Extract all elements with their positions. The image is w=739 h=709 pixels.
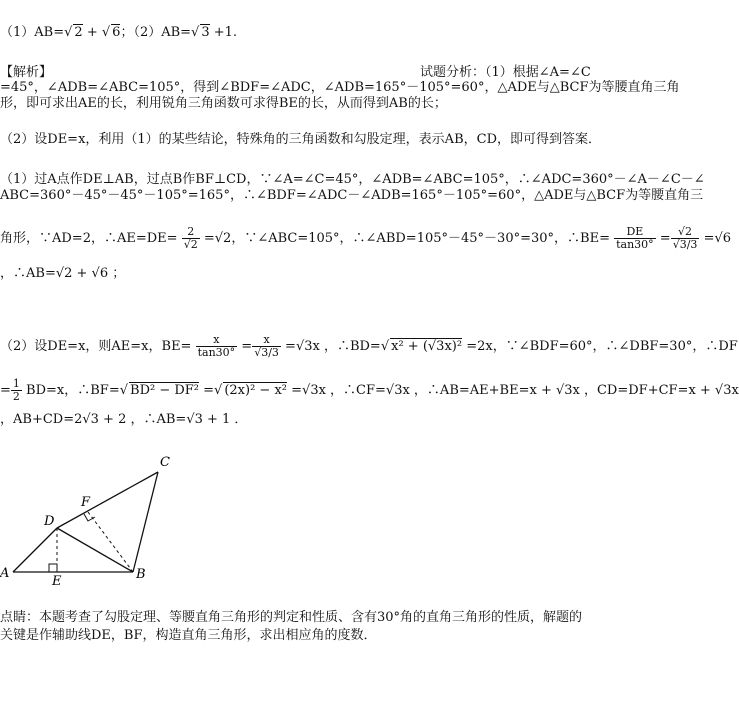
label-b: B [136, 567, 146, 582]
segment-ad [13, 528, 57, 572]
solution1-line-1: （1）过A点作DE⊥AB，过点B作BF⊥CD，∵∠A=∠C=45°，∠ADB=∠ABC=105°，∴∠ADC=360°－∠A－∠C－∠ [0, 172, 705, 187]
label-a: A [0, 566, 10, 581]
solution2-line-2a: BD=x，∴BF= [26, 383, 120, 398]
analysis-line-4: （2）设DE=x，利用（1）的某些结论，特殊角的三角函数和勾股定理，表示AB，CD，即可得到答案． [0, 132, 601, 147]
analysis-intro: 试题分析：（1）根据∠A=∠C [420, 65, 591, 80]
answer-radicand-3: 3 [201, 25, 210, 40]
answer-part1-prefix: （1）AB= [0, 25, 65, 40]
bf-radicand-1: BD² − DF² [130, 383, 200, 398]
fraction-one-half: $\frac{1}{2}$ [12, 377, 20, 403]
fraction-x-over-root3-3: $\frac{x}{√3/3}$ [254, 333, 279, 359]
label-e: E [52, 574, 62, 589]
solution2-line-2: = $\frac{1}{2}$ BD=x，∴BF=√ BD² − DF² =√ (2x)² − x² =√3x ，∴CF=√3x ，∴AB=AE+BE=x + √3x ，CD=DF+CF=x + √3x [0, 377, 739, 403]
answer-radicand-2: 6 [112, 25, 121, 40]
solution2-line-1: （2）设DE=x，则AE=x，BE= $\frac{x}{\tan 30^\circ}$ = $\frac{x}{√3/3}$ =√3x ，∴BD=√ x² + (√3x)² =2x，∵∠BDF=60°，∴∠DBF=30°，∴DF [0, 333, 738, 359]
analysis-line-2: =45°，∠ADB=∠ABC=105°，得到∠BDF=∠ADC，∠ADB=165°－105°=60°，△ADE与△BCF为等腰直角三角 [0, 80, 680, 95]
segment-dc [57, 472, 158, 528]
solution2-line-1a: （2）设DE=x，则AE=x，BE= [0, 339, 192, 354]
answer-part2-suffix: +1. [209, 25, 238, 40]
bd-radicand: x² + (√3x)² [391, 339, 463, 354]
answer-part2-prefix: ；（2）AB= [120, 25, 192, 40]
fraction-root2-over-root3-3: $\frac{√2}{√3/3}$ [672, 225, 698, 251]
solution1-eq1: =√2 [203, 231, 232, 246]
segment-bf-dashed [88, 512, 133, 572]
fraction-de-over-tan30: $\frac{DE}{\tan 30^\circ}$ [616, 225, 654, 251]
fraction-2-over-root2: $\frac{2}{√2}$ [183, 225, 198, 251]
fraction-x-over-tan30: $\frac{x}{\tan 30^\circ}$ [197, 333, 236, 359]
solution2-line-1b: =√3x ，∴BD= [285, 339, 381, 354]
label-d: D [44, 514, 55, 529]
segment-cb [133, 472, 158, 572]
solution1-line-2: ABC=360°－45°－45°－105°=165°，∴∠BDF=∠ADC－∠ADB=165°－105°=60°，△ADE与△BCF为等腰直角三 [0, 188, 704, 203]
geometry-figure [0, 452, 200, 587]
label-c: C [160, 455, 170, 470]
solution1-eq2: =√6 [703, 231, 732, 246]
answer-plus: + [82, 25, 102, 40]
answer-radicand-1: 2 [74, 25, 83, 40]
solution1-line-3a: 角形，∵AD=2，∴AE=DE= [0, 231, 178, 246]
analysis-line-3: 形，即可求出AE的长，利用锐角三角函数可求得BE的长，从而得到AB的长； [0, 96, 447, 111]
comment-line-2: 关键是作辅助线DE，BF，构造直角三角形，求出相应角的度数． [0, 628, 377, 643]
bf-radicand-2: (2x)² − x² [224, 383, 288, 398]
label-f: F [81, 495, 91, 510]
segment-db [57, 528, 133, 572]
comment-line-1: 点睛：本题考查了勾股定理、等腰直角三角形的判定和性质、含有30°角的直角三角形的性质，解题的 [0, 610, 583, 625]
analysis-tag: 【解析】 [0, 65, 53, 80]
solution2-line-2b: =√3x ，∴CF=√3x ，∴AB=AE+BE=x + √3x ，CD=DF+CF=x + √3x [287, 383, 739, 398]
bf-equals: = [199, 383, 215, 398]
right-angle-e [49, 564, 57, 572]
solution1-line-3b: ，∵∠ABC=105°，∴∠ABD=105°－45°－30°=30°，∴BE= [231, 231, 610, 246]
solution1-line-4: ，∴AB=√2 + √6 ； [0, 266, 126, 281]
answer-line: （1）AB=√ 2 + √ 6；（2）AB=√ 3 +1. [0, 25, 238, 40]
solution2-line-3: ，AB+CD=2√3 + 2 ，∴AB=√3 + 1 ． [0, 412, 248, 427]
solution1-line-3: 角形，∵AD=2，∴AE=DE= $\frac{2}{√2}$ =√2，∵∠ABC=105°，∴∠ABD=105°－45°－30°=30°，∴BE= $\frac{DE}{\tan 30^\circ}$ = $\frac{√2}{√3/3}$ =√6 [0, 225, 732, 251]
solution2-line-1c: =2x，∵∠BDF=60°，∴∠DBF=30°，∴DF [462, 339, 738, 354]
right-angle-f [84, 514, 95, 521]
